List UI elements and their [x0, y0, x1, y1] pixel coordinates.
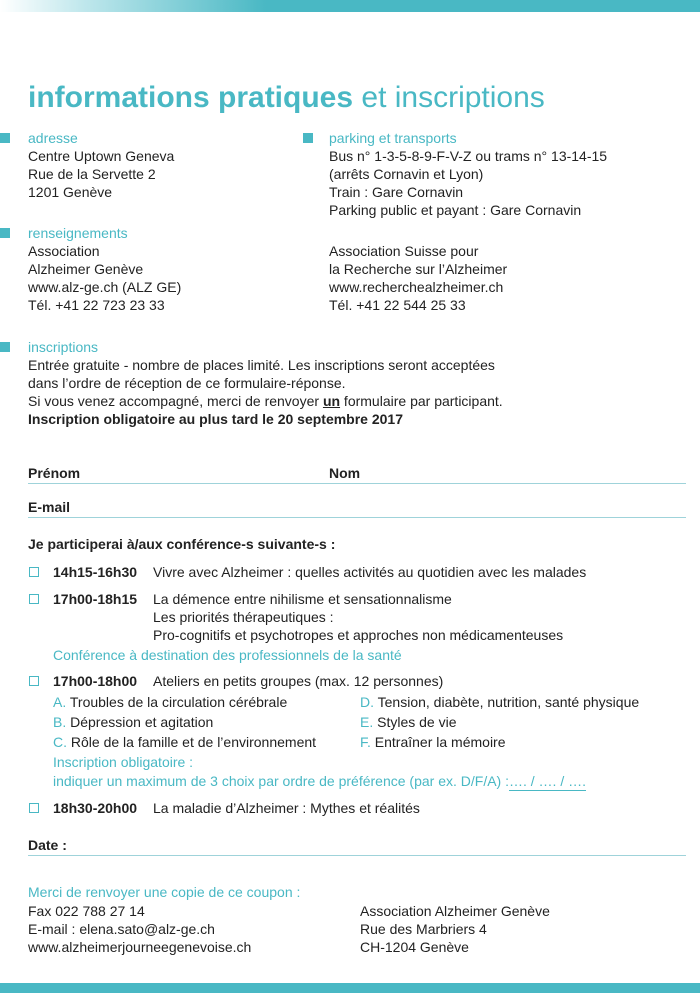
date-label: Date : — [28, 837, 67, 853]
workshop-option-letter: F. — [360, 734, 371, 750]
workshop-option-letter: C. — [53, 734, 67, 750]
workshop-option — [360, 712, 639, 732]
info-right-line: Association Suisse pour — [329, 243, 479, 259]
info-right-block — [329, 242, 507, 314]
coupon-line: E-mail : elena.sato@alz-ge.ch — [28, 921, 215, 937]
session-2-line: Les priorités thérapeutiques : — [153, 609, 334, 625]
section-square-icon — [0, 133, 10, 143]
inscriptions-text: dans l’ordre de réception de ce formulaire-réponse. — [28, 375, 346, 391]
coupon-heading: Merci de renvoyer une copie de ce coupon : — [28, 884, 301, 900]
workshop-option-letter: B. — [53, 714, 67, 730]
coupon-line: Association Alzheimer Genève — [360, 903, 550, 919]
workshop-option — [53, 732, 316, 752]
section-square-icon — [303, 133, 313, 143]
session-1-title: Vivre avec Alzheimer : quelles activités au quotidien avec les malades — [153, 564, 587, 580]
session-2-line: La démence entre nihilisme et sensationnalisme — [153, 591, 452, 607]
parking-label: parking et transports — [329, 130, 457, 146]
prenom-nom-field-line[interactable] — [28, 483, 686, 484]
inscriptions-deadline: Inscription obligatoire au plus tard le 20 septembre 2017 — [28, 411, 403, 427]
coupon-line: Rue des Marbriers 4 — [360, 921, 487, 937]
workshop-option — [360, 732, 639, 752]
title-rest: et inscriptions — [353, 81, 545, 114]
workshop-option-letter: D. — [360, 694, 374, 710]
workshop-option-text: Troubles de la circulation cérébrale — [69, 694, 288, 710]
nom-label: Nom — [329, 465, 361, 481]
info-right-line: www.recherchealzheimer.ch — [329, 279, 504, 295]
workshop-options-right — [360, 692, 639, 752]
session-3-note: Inscription obligatoire : — [53, 754, 194, 770]
session-3-title: Ateliers en petits groupes (max. 12 personnes) — [153, 673, 444, 689]
info-left-line: Alzheimer Genève — [28, 261, 144, 277]
info-label: renseignements — [28, 225, 128, 241]
preference-choice-field[interactable]: …. / …. / …. — [508, 773, 586, 789]
workshop-option-text: Styles de vie — [377, 714, 457, 730]
parking-line: Bus n° 1-3-5-8-9-F-V-Z ou trams n° 13-14-15 — [329, 148, 608, 164]
address-label: adresse — [28, 130, 78, 146]
workshop-option-letter: E. — [360, 714, 374, 730]
info-left-line: www.alz-ge.ch (ALZ GE) — [28, 279, 182, 295]
coupon-contact-right — [360, 902, 550, 956]
session-1-time: 14h15-16h30 — [53, 564, 138, 580]
inscriptions-text-part: formulaire par participant. — [340, 393, 503, 409]
workshop-option-text: Entraîner la mémoire — [374, 734, 506, 750]
session-4-time: 18h30-20h00 — [53, 800, 138, 816]
inscriptions-text-part: Si vous venez accompagné, merci de renvoyer — [28, 393, 323, 409]
coupon-line: www.alzheimerjourneegenevoise.ch — [28, 939, 252, 955]
email-label: E-mail — [28, 499, 71, 515]
workshop-option-text: Tension, diabète, nutrition, santé physique — [377, 694, 640, 710]
workshop-option-text: Rôle de la famille et de l’environnement — [70, 734, 317, 750]
workshop-option — [53, 712, 316, 732]
address-line: 1201 Genève — [28, 184, 113, 200]
session-2-note: Conférence à destination des professionnels de la santé — [53, 647, 402, 663]
info-section — [28, 224, 181, 314]
info-right-line: la Recherche sur l’Alzheimer — [329, 261, 508, 277]
section-square-icon — [0, 228, 10, 238]
coupon-line: Fax 022 788 27 14 — [28, 903, 145, 919]
participate-heading: Je participerai à/aux conférence-s suivante-s : — [28, 536, 336, 552]
inscriptions-section — [28, 338, 503, 428]
email-field-line[interactable] — [28, 517, 686, 518]
parking-line: Train : Gare Cornavin — [329, 184, 464, 200]
inscriptions-text — [28, 392, 503, 410]
workshop-option-text: Dépression et agitation — [70, 714, 214, 730]
session-3-instruction — [53, 772, 586, 791]
title-bold: informations pratiques — [28, 81, 354, 114]
session-2-checkbox[interactable] — [29, 594, 39, 604]
session-1-checkbox[interactable] — [29, 567, 39, 577]
workshop-option — [53, 692, 316, 712]
workshop-option — [360, 692, 639, 712]
parking-section — [329, 129, 607, 219]
session-3-checkbox[interactable] — [29, 676, 39, 686]
session-2-time: 17h00-18h15 — [53, 591, 138, 607]
date-field-line[interactable] — [28, 855, 686, 856]
address-line: Rue de la Servette 2 — [28, 166, 156, 182]
top-accent-bar — [0, 0, 700, 12]
address-section — [28, 129, 174, 201]
inscriptions-text: Entrée gratuite - nombre de places limité. Les inscriptions seront acceptées — [28, 357, 495, 373]
workshop-options-left — [53, 692, 316, 752]
prenom-label: Prénom — [28, 465, 81, 481]
workshop-option-letter: A. — [53, 694, 67, 710]
session-4-title: La maladie d’Alzheimer : Mythes et réalités — [153, 800, 420, 816]
page-title — [28, 78, 545, 118]
session-3-time: 17h00-18h00 — [53, 673, 138, 689]
bottom-accent-bar — [0, 983, 700, 993]
parking-line: (arrêts Cornavin et Lyon) — [329, 166, 484, 182]
address-line: Centre Uptown Geneva — [28, 148, 175, 164]
info-right-line: Tél. +41 22 544 25 33 — [329, 297, 466, 313]
session-2-details — [153, 590, 563, 644]
section-square-icon — [0, 342, 10, 352]
inscriptions-label: inscriptions — [28, 339, 99, 355]
info-left-line: Tél. +41 22 723 23 33 — [28, 297, 165, 313]
session-3-instruction-text: indiquer un maximum de 3 choix par ordre de préférence (par ex. D/F/A) : — [53, 773, 509, 789]
parking-line: Parking public et payant : Gare Cornavin — [329, 202, 582, 218]
session-2-line: Pro-cognitifs et psychotropes et approches non médicamenteuses — [153, 627, 564, 643]
inscriptions-underlined-word: un — [322, 393, 341, 409]
coupon-contact-left — [28, 902, 251, 956]
session-4-checkbox[interactable] — [29, 803, 39, 813]
info-left-line: Association — [28, 243, 100, 259]
coupon-line: CH-1204 Genève — [360, 939, 469, 955]
